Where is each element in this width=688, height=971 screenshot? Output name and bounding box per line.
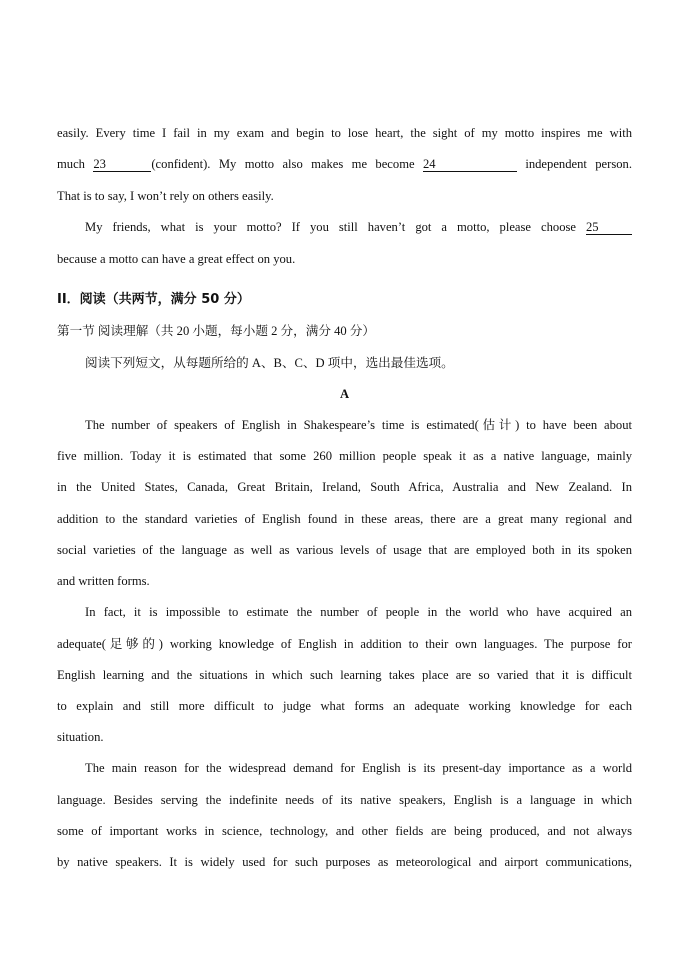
text-line: situation. xyxy=(57,730,104,744)
blank-23: 23 xyxy=(93,157,151,172)
text-line: In fact, it is impossible to estimate the number of people in the world who have acquired an xyxy=(85,605,632,619)
passage-letter: A xyxy=(339,387,350,401)
section-instruction: 阅读下列短文，从每题所给的 A、B、C、D 项中，选出最佳选项。 xyxy=(85,356,454,370)
text-line: easily. Every time I fail in my exam and begin to lose heart, the sight of my motto inspires me with xyxy=(57,126,632,140)
text-line: English learning and the situations in which such learning takes place are so varied that it is difficult xyxy=(57,668,632,682)
text-fragment: My friends, what is your motto? If you still haven’t got a motto, please choose xyxy=(85,220,586,234)
text-line: to explain and still more difficult to judge what forms an adequate working knowledge for each xyxy=(57,699,632,713)
blank-24: 24 xyxy=(423,157,517,172)
text-line: and written forms. xyxy=(57,574,150,588)
text-line: because a motto can have a great effect on you. xyxy=(57,252,296,266)
text-line: in the United States, Canada, Great Britain, Ireland, South Africa, Australia and New Zealand. In xyxy=(57,480,632,494)
blank-25: 25 xyxy=(586,220,632,235)
text-line: The number of speakers of English in Shakespeare’s time is estimated(估计) to have been about xyxy=(85,418,632,432)
text-line: adequate(足够的) working knowledge of English in addition to their own languages. The purpose for xyxy=(57,637,632,651)
text-line: five million. Today it is estimated that some 260 million people speak it as a native language, mainly xyxy=(57,449,632,463)
text-line: some of important works in science, technology, and other fields are being produced, and not always xyxy=(57,824,632,838)
text-line: The main reason for the widespread demand for English is its present-day importance as a world xyxy=(85,761,632,775)
text-line: social varieties of the language as well as various levels of usage that are employed both in its spoken xyxy=(57,543,632,557)
text-line: addition to the standard varieties of English found in these areas, there are a great many regional and xyxy=(57,512,632,526)
section-part: 第一节 阅读理解（共 20 小题，每小题 2 分，满分 40 分） xyxy=(57,324,375,338)
text-line: That is to say, I won’t rely on others easily. xyxy=(57,189,274,203)
text-fragment: much xyxy=(57,157,94,171)
section-title: II．阅读（共两节，满分 50 分） xyxy=(57,292,250,307)
text-line-with-blank xyxy=(85,218,632,236)
text-fragment: (confident). My motto also makes me become xyxy=(151,157,423,171)
text-line: language. Besides serving the indefinite needs of its native speakers, English is a language in which xyxy=(57,793,632,807)
text-fragment: independent person. xyxy=(516,157,632,171)
text-line: by native speakers. It is widely used for such purposes as meteorological and airport communications, xyxy=(57,855,632,869)
text-line-with-blanks xyxy=(57,155,632,173)
